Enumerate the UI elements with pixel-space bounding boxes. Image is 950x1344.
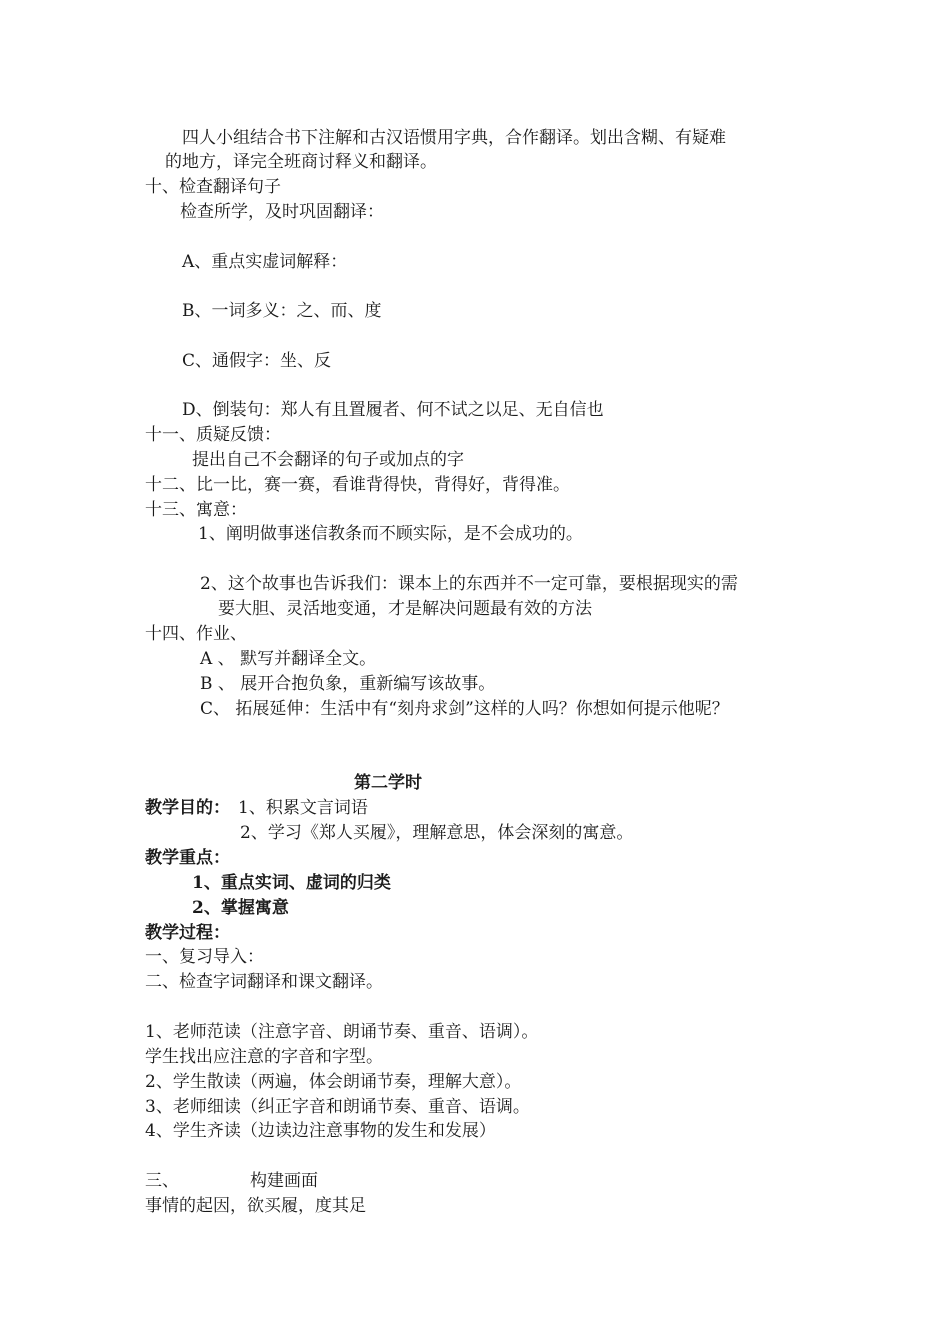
paragraph-line: 四人小组结合书下注解和古汉语惯用字典，合作翻译。划出含糊、有疑难: [182, 128, 726, 148]
list-item: 2、掌握寓意: [192, 898, 289, 918]
paragraph-line: 学生找出应注意的字音和字型。: [145, 1047, 383, 1067]
paragraph-line: 检查所学，及时巩固翻译：: [180, 202, 384, 222]
section-heading: 一、复习导入：: [145, 947, 264, 967]
section-heading: 十四、作业、: [145, 624, 247, 644]
label-objectives: 教学目的：: [145, 798, 230, 818]
section-heading: 二、检查字词翻译和课文翻译。: [145, 972, 383, 992]
list-item: 2、学生散读（两遍，体会朗诵节奏，理解大意）。: [145, 1072, 522, 1092]
paragraph-line: 要大胆、灵活地变通，才是解决问题最有效的方法: [218, 599, 592, 619]
section-heading-text: 构建画面: [250, 1171, 318, 1191]
list-item: 4、学生齐读（边读边注意事物的发生和发展）: [145, 1121, 496, 1141]
list-item: 1、阐明做事迷信教条而不顾实际，是不会成功的。: [198, 524, 583, 544]
section-heading: 十二、比一比，赛一赛，看谁背得快，背得好，背得准。: [145, 475, 570, 495]
list-item: 1、重点实词、虚词的归类: [192, 873, 391, 893]
list-item: A、重点实虚词解释：: [182, 252, 348, 272]
list-item: 3、老师细读（纠正字音和朗诵节奏、重音、语调。: [145, 1097, 530, 1117]
section-heading: 十三、寓意：: [145, 500, 247, 520]
list-item: A 、 默写并翻译全文。: [200, 649, 377, 669]
list-item: D、倒装句：郑人有且置履者、何不试之以足、无自信也: [182, 400, 604, 420]
paragraph-line: 的地方，译完全班商讨释义和翻译。: [165, 152, 437, 172]
list-item: C、通假字：坐、反: [182, 351, 332, 371]
paragraph-line: 提出自己不会翻译的句子或加点的字: [192, 450, 464, 470]
list-item: 2、这个故事也告诉我们：课本上的东西并不一定可靠，要根据现实的需: [200, 574, 738, 594]
list-item: B、一词多义：之、而、度: [182, 301, 382, 321]
section-heading: 三、: [145, 1171, 179, 1191]
list-item: B 、 展开合抱负象，重新编写该故事。: [200, 674, 496, 694]
paragraph-line: 事情的起因，欲买履，度其足: [145, 1196, 366, 1216]
section-heading: 十、检查翻译句子: [145, 177, 281, 197]
lesson-title: 第二学时: [354, 773, 422, 793]
list-item: 2、学习《郑人买履》，理解意思，体会深刻的寓意。: [240, 823, 634, 843]
list-item: C、 拓展延伸：生活中有“刻舟求剑”这样的人吗？你想如何提示他呢？: [200, 699, 729, 719]
list-item: 1、老师范读（注意字音、朗诵节奏、重音、语调）。: [145, 1022, 539, 1042]
label-process: 教学过程：: [145, 923, 230, 943]
list-item: 1、积累文言词语: [238, 798, 368, 818]
label-key-points: 教学重点：: [145, 848, 230, 868]
section-heading: 十一、质疑反馈：: [145, 425, 281, 445]
